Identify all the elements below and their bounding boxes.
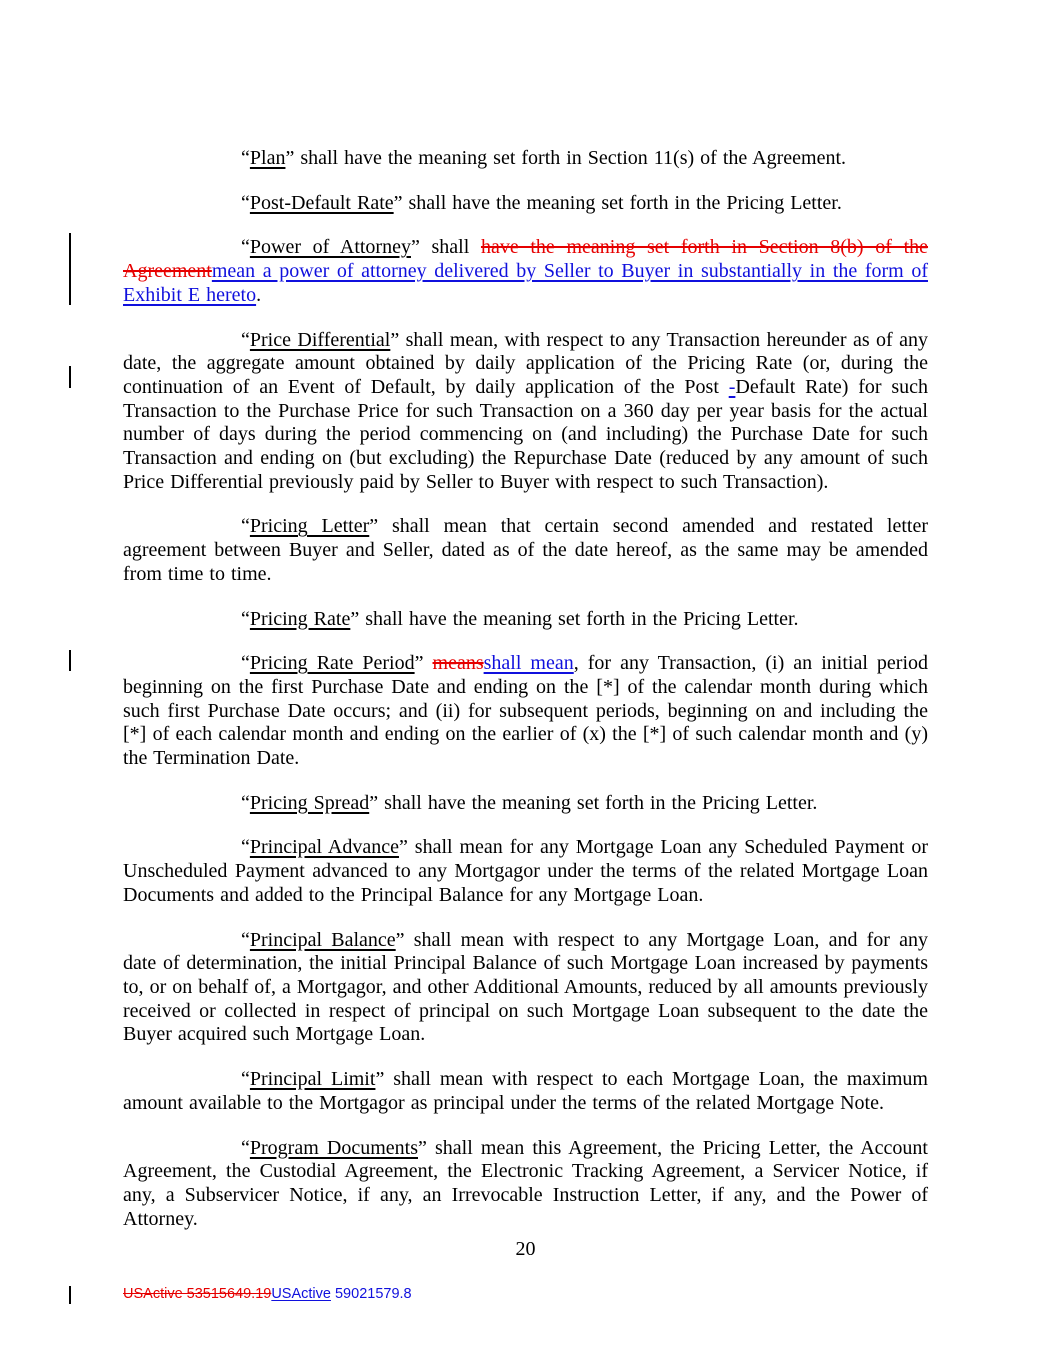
run-text: “ — [241, 147, 250, 169]
run-text: Default Rate) for such Transaction to the Purchase Price for such Transaction on a 360 day per year basis for the actual number of days during the period commencing on (and including) the Purchase Date for such Transaction and ending on (but excluding) the Repurchase Date (reduced by any amount of such Price Differential previously paid by Seller to Buyer with respect to such Transaction). — [123, 375, 929, 493]
inserted-text: mean a power of attorney delivered by Seller to Buyer in substantially in the form of Exhibit E hereto — [123, 260, 928, 306]
run-text: ” shall have the meaning set forth in the Pricing Letter. — [369, 791, 818, 814]
change-bar — [69, 233, 71, 305]
defined-term: Program Documents — [249, 1136, 418, 1159]
defined-term: Plan — [249, 147, 286, 169]
run-text: ” shall have the meaning set forth in Section 11(s) of the Agreement. — [285, 147, 846, 169]
run-text: ” shall mean, with respect to any Transaction hereunder as of any date, the aggregate amount obtained by daily application of the Pricing Rate (or, during the continuation of an Event of Default, by daily application of the Post — [123, 328, 928, 398]
defined-term: Pricing Letter — [249, 515, 370, 538]
run-text: “ — [241, 328, 250, 351]
run-text: “ — [241, 791, 250, 814]
change-bar — [69, 1286, 71, 1304]
inserted-text: USActive — [271, 1286, 331, 1302]
defined-term: Pricing Rate Period — [249, 652, 415, 675]
paragraph-principal-advance — [123, 836, 928, 907]
run-text: ” shall mean with respect to each Mortgage Loan, the maximum amount available to the Mortgagor as principal under the terms of the related Mortgage Note. — [123, 1068, 928, 1114]
paragraph-pricing-rate — [123, 608, 928, 632]
page-number: 20 — [515, 1238, 536, 1260]
defined-term: Power of Attorney — [249, 236, 411, 259]
inserted-text-plain: 59021579.8 — [330, 1286, 412, 1302]
paragraph-post-default-rate — [123, 192, 928, 216]
change-bar — [69, 366, 71, 388]
deleted-text: USActive 53515649.19 — [123, 1286, 272, 1302]
run-text: ” shall — [410, 236, 481, 259]
defined-term: Principal Limit — [249, 1068, 376, 1091]
run-text: ” shall mean this Agreement, the Pricing Letter, the Account Agreement, the Custodial Agreement, the Electronic Tracking Agreement, a Servicer Notice, if any, a Subservicer Notice, if any, an Irrevocable Instruction Letter, if any, and the Power of Attorney. — [123, 1136, 928, 1230]
run-text: ” shall have the meaning set forth in the Pricing Letter. — [393, 191, 842, 214]
defined-term: Pricing Rate — [249, 607, 351, 630]
run-text: . — [256, 283, 262, 306]
run-text: ” shall mean with respect to any Mortgage Loan, and for any date of determination, the initial Principal Balance of such Mortgage Loan increased by payments to, or on behalf of, a Mortgagor, and other Additional Amounts, reduced by all amounts previously received or collected in respect of principal on such Mortgage Loan subsequent to the date the Buyer acquired such Mortgage Loan. — [123, 928, 928, 1046]
inserted-text: shall mean — [483, 652, 574, 675]
paragraph-principal-limit — [123, 1068, 928, 1115]
defined-term: Principal Advance — [249, 836, 399, 859]
paragraph-pricing-letter — [123, 515, 928, 586]
run-text: “ — [241, 191, 250, 214]
run-text: “ — [241, 1068, 250, 1091]
run-text: “ — [241, 652, 250, 675]
run-text: “ — [241, 607, 250, 630]
paragraph-pricing-spread — [123, 792, 928, 816]
run-text: ” — [414, 652, 433, 675]
defined-term: Pricing Spread — [249, 791, 370, 814]
change-bar — [69, 650, 71, 671]
paragraph-power-of-attorney — [123, 236, 928, 307]
run-text: “ — [241, 836, 250, 859]
paragraph-price-differential — [123, 329, 928, 495]
run-text: , for any Transaction, (i) an initial period beginning on the first Purchase Date and ending on the [*] of the calendar month during which such first Purchase Date occurs; and (ii) for subsequent periods, beginning on and including the [*] of each calendar month and ending on the earlier of (x) the [*] of such calendar month and (y) the Termination Date. — [123, 652, 928, 770]
paragraph-pricing-rate-period — [123, 652, 928, 771]
paragraph-principal-balance — [123, 929, 928, 1048]
paragraph-program-documents — [123, 1137, 928, 1232]
run-text: “ — [241, 515, 250, 538]
run-text: ” shall mean that certain second amended and restated letter agreement between Buyer and Seller, dated as of the date hereof, as the same may be amended from time to time. — [123, 515, 928, 585]
inserted-text: - — [728, 375, 736, 398]
deleted-text: means — [432, 652, 484, 675]
document-body — [123, 147, 928, 1252]
deleted-text: have the meaning set forth in Section 8(b) of the Agreement — [123, 236, 929, 283]
run-text: “ — [241, 928, 250, 951]
run-text: “ — [241, 236, 250, 259]
defined-term: Post-Default Rate — [249, 191, 394, 214]
paragraph-plan — [123, 147, 928, 171]
footer-document-ids — [123, 1285, 412, 1303]
run-text: “ — [241, 1136, 250, 1159]
defined-term: Price Differential — [249, 328, 391, 351]
run-text: ” shall have the meaning set forth in the Pricing Letter. — [350, 607, 799, 630]
run-text: ” shall mean for any Mortgage Loan any Scheduled Payment or Unscheduled Payment advanced to any Mortgagor under the terms of the related Mortgage Loan Documents and added to the Principal Balance for any Mortgage Loan. — [123, 836, 929, 906]
defined-term: Principal Balance — [249, 928, 396, 951]
